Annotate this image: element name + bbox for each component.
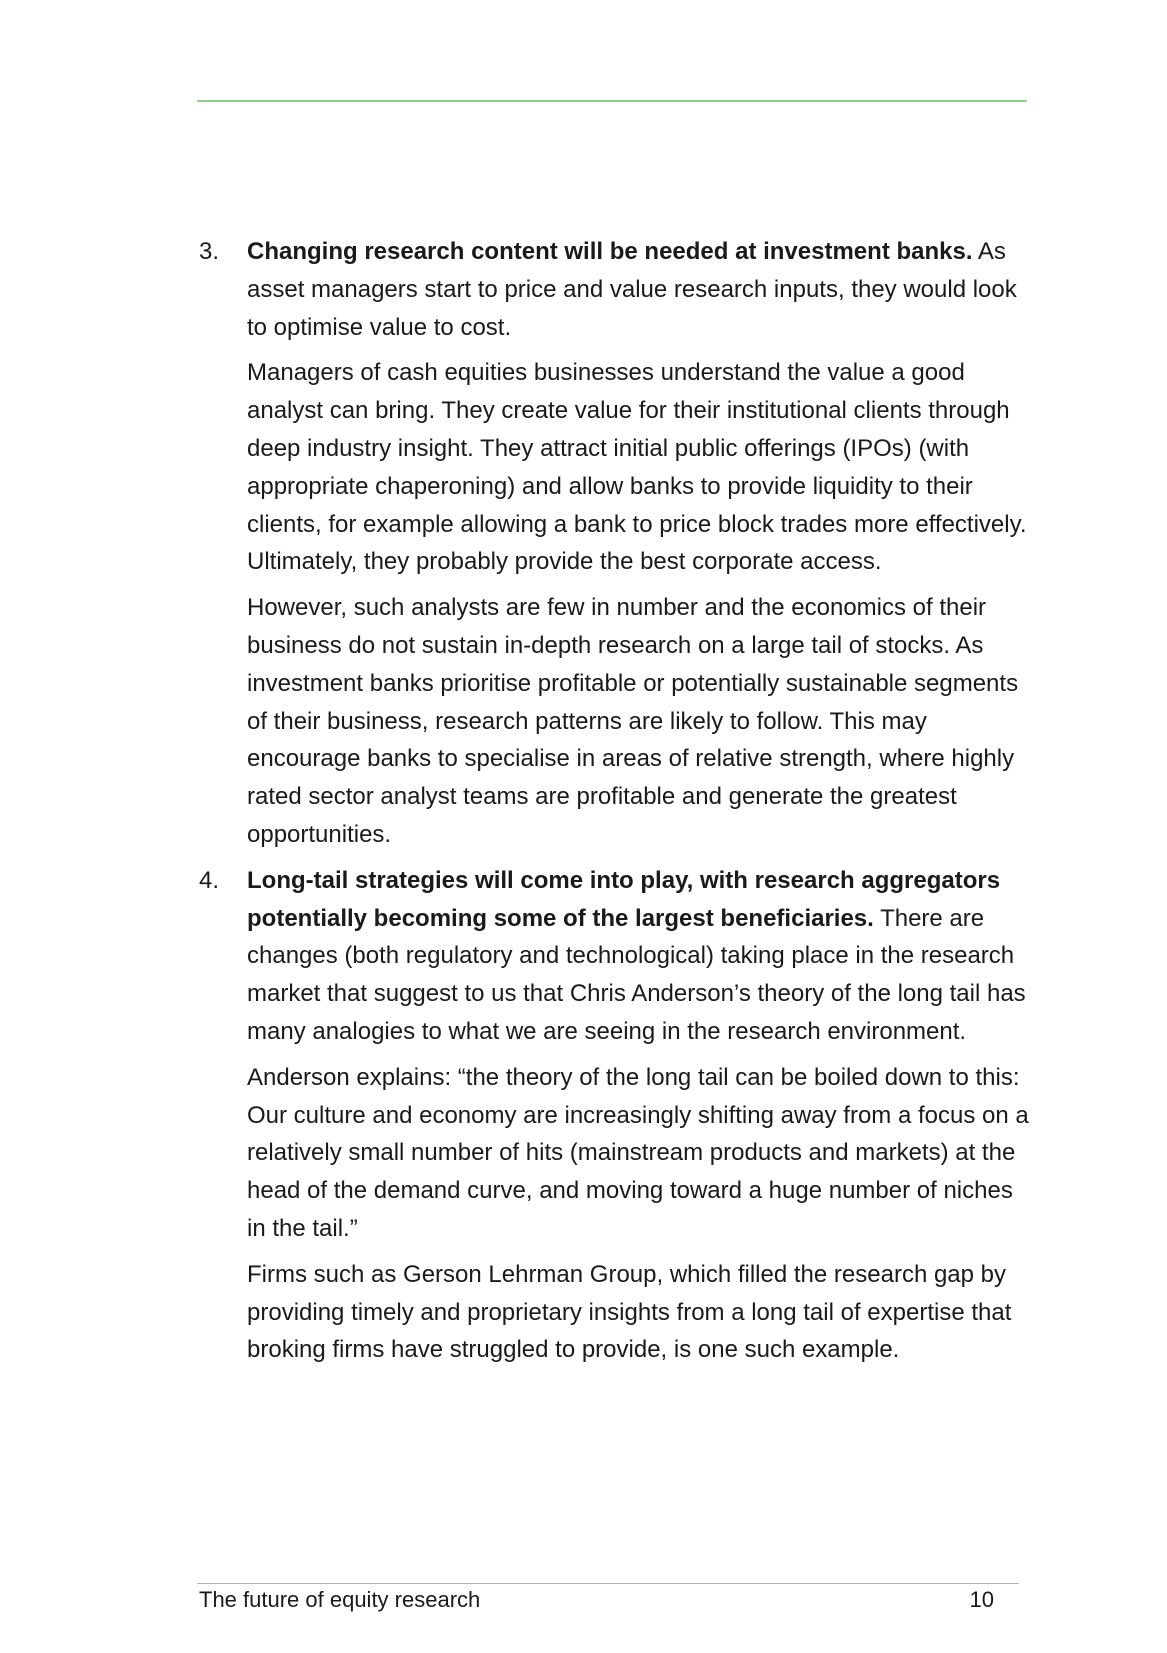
item-lead-paragraph <box>247 862 1029 1051</box>
item-heading: Changing research content will be needed at investment banks. <box>247 238 973 265</box>
item-number: 4. <box>199 866 220 894</box>
body-paragraph: Managers of cash equities businesses understand the value a good analyst can bring. They create value for their institutional clients through deep industry insight. They attract initial public offerings (IPOs) (with appropriate chaperoning) and allow banks to provide liquidity to their clients, for example allowing a bank to price block trades more effectively. Ultimately, they probably provide the best corporate access. <box>247 359 1027 576</box>
body-paragraph: However, such analysts are few in number and the economics of their business do not sustain in-depth research on a large tail of stocks. As investment banks prioritise profitable or potentially sustainable segments of their business, research patterns are likely to follow. This may encourage banks to specialise in areas of relative strength, where highly rated sector analyst teams are profitable and generate the greatest opportunities. <box>247 594 1019 848</box>
item-lead-text: As asset managers start to price and value research inputs, they would look to optimise value to cost. <box>247 238 1017 341</box>
page-number: 10 <box>969 1587 994 1612</box>
item-number: 3. <box>199 238 220 265</box>
header-divider <box>197 100 1027 102</box>
item-heading: Long-tail strategies will come into play, with research aggregators potentially becoming some of the largest beneficiaries. <box>247 866 1001 932</box>
body-paragraph: Firms such as Gerson Lehrman Group, which filled the research gap by providing timely and proprietary insights from a long tail of expertise that broking firms have struggled to provide, is one such example. <box>247 1260 1012 1364</box>
document-body <box>199 233 1029 1377</box>
footer-divider <box>197 1583 1019 1584</box>
item-lead-text: There are changes (both regulatory and technological) taking place in the research market that suggest to us that Chris Anderson’s theory of the long tail has many analogies to what we are seeing in the research environment. <box>247 904 1026 1045</box>
item-lead-paragraph <box>247 233 1029 346</box>
numbered-item-4 <box>199 862 1029 1369</box>
body-paragraph: Anderson explains: “the theory of the long tail can be boiled down to this: Our culture and economy are increasingly shifting away from a focus on a relatively small number of hits (mainstream products and markets) at the head of the demand curve, and moving toward a huge number of niches in the tail.” <box>247 1063 1029 1242</box>
numbered-item-3 <box>199 233 1029 854</box>
footer-title: The future of equity research <box>199 1587 481 1612</box>
page-footer <box>199 1585 994 1615</box>
